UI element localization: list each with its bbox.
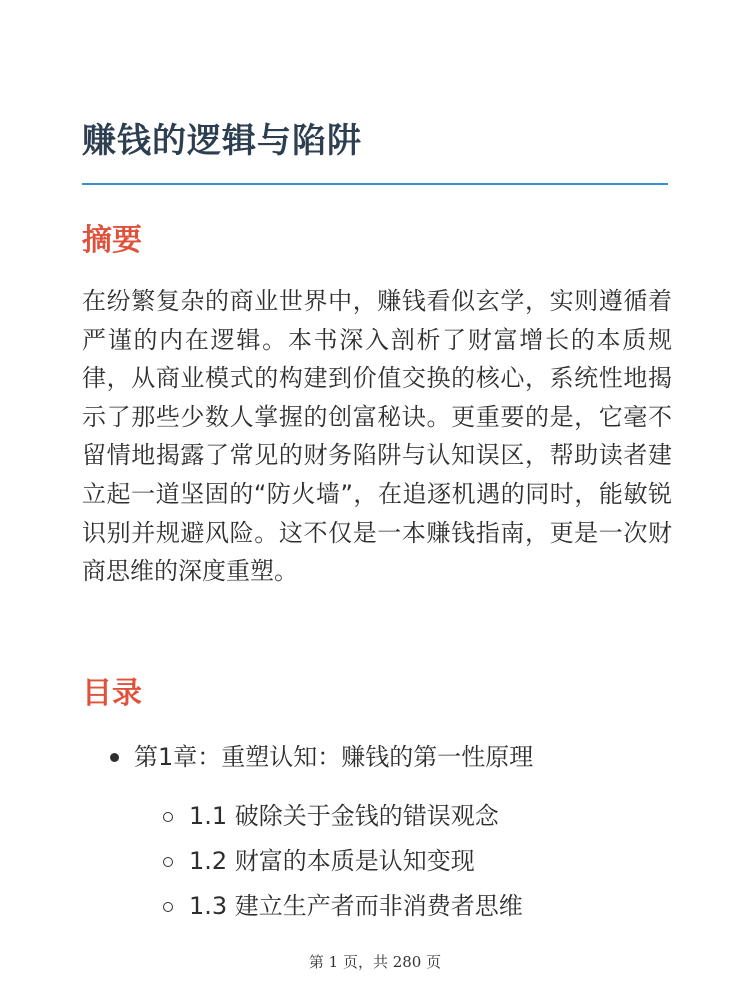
toc-section-label: 1.1 破除关于金钱的错误观念 [189, 802, 499, 830]
toc-section-list [82, 794, 642, 929]
bullet-icon [110, 753, 119, 762]
toc-chapter-label: 第1章：重塑认知：赚钱的第一性原理 [134, 743, 534, 771]
circle-bullet-icon [163, 812, 173, 822]
toc-section-item [82, 839, 642, 884]
page-number-footer: 第 1 页，共 280 页 [308, 953, 442, 971]
toc-section-item [82, 794, 642, 839]
abstract-paragraph: 在纷繁复杂的商业世界中，赚钱看似玄学，实则遵循着严谨的内在逻辑。本书深入剖析了财富增长的本质规律，从商业模式的构建到价值交换的核心，系统性地揭示了那些少数人掌握的创富秘诀。更重要的是，它毫不留情地揭露了常见的财务陷阱与认知误区，帮助读者建立起一道坚固的“防火墙”，在追逐机遇的同时，能敏锐识别并规避风险。这不仅是一本赚钱指南，更是一次财商思维的深度重塑。 [82, 287, 672, 586]
toc-chapter-item [82, 738, 682, 920]
circle-bullet-icon [163, 902, 173, 912]
toc-list [82, 738, 682, 920]
document-title: 赚钱的逻辑与陷阱 [82, 121, 362, 161]
toc-section-label: 1.3 建立生产者而非消费者思维 [189, 892, 523, 920]
abstract-heading: 摘要 [82, 223, 142, 258]
toc-section-item [82, 884, 642, 929]
toc-heading: 目录 [82, 676, 142, 711]
toc-section-label: 1.2 财富的本质是认知变现 [189, 847, 475, 875]
title-divider [82, 183, 668, 185]
circle-bullet-icon [163, 857, 173, 867]
